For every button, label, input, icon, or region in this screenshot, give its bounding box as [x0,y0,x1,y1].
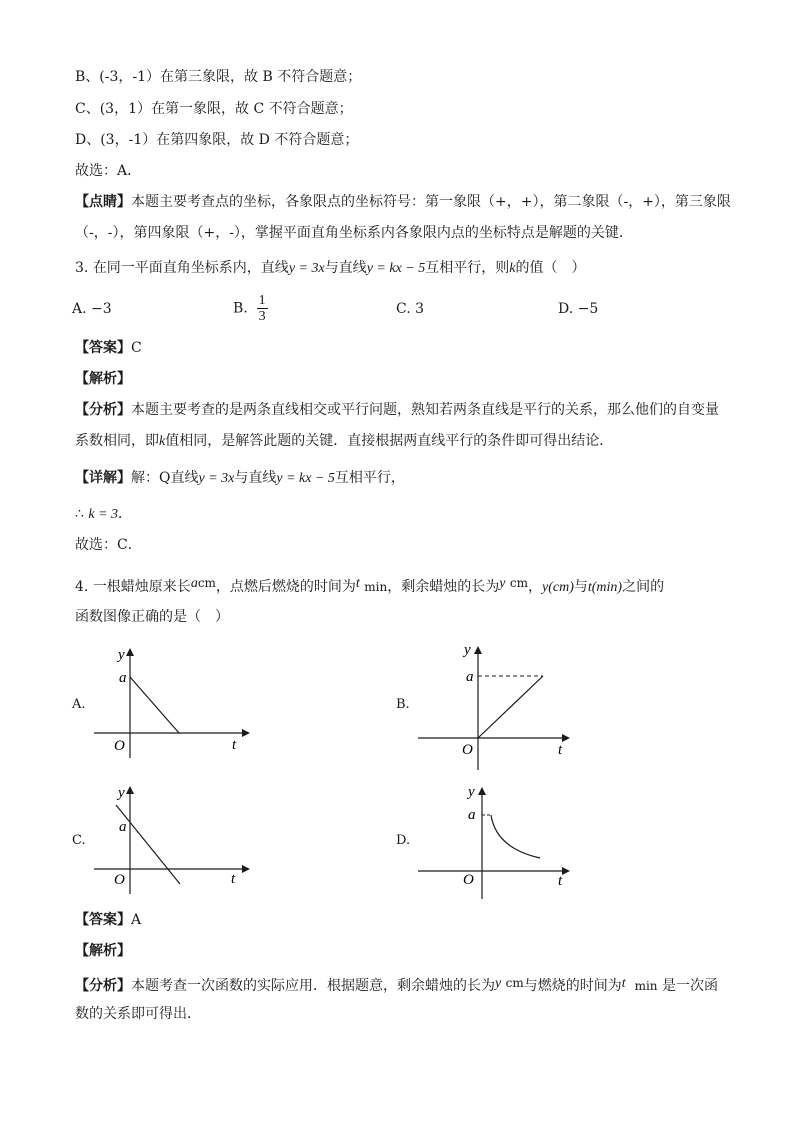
y-axis-label: y [464,642,471,658]
answer-value: A [131,912,142,928]
q3-stem-a: 在同一平面直角坐标系内，直线 [92,260,289,276]
graph-b-svg [416,634,586,774]
y-arrow-icon [474,646,482,654]
fenxi-tag: 【分析】 [75,978,131,994]
fenxi-t: t [621,976,626,991]
graph-d-svg [416,778,586,903]
t-axis-label: t [232,737,237,753]
comment-line-1 [75,193,731,211]
q3-eq2: y = kx − 5 [366,261,426,276]
option-value: 3 [415,301,425,317]
q4-fenxi-line-2: 数的关系即可得出． [75,1006,201,1022]
detail-d: 互相平行， [334,470,405,486]
comment-text-1: 本题主要考查点的坐标，各象限点的坐标符号：第一象限（+，+），第二象限（-，+），第三象限 [131,194,731,210]
solution-line-c: C、(3，1）在第一象限，故 C 不符合题意； [75,101,353,117]
graph-c-label: C. [72,833,86,848]
q3-number: 3. [75,260,89,276]
q3-stem [75,259,585,278]
a-label: a [468,807,476,823]
q3-k: k [509,261,516,276]
q4-tmin: t(min) [587,580,623,595]
detail-b: 直线 [170,470,199,486]
graph-c-svg [92,778,252,898]
graph-curve [491,815,540,858]
result-equation: k = 3 [88,507,119,522]
q4-t: t [355,576,360,591]
x-arrow-icon [562,867,570,875]
fenxi-text-1: 本题主要考查的是两条直线相交或平行问题，熟知若两条直线是平行的关系，那么他们的自变量 [131,402,719,418]
origin-label: O [114,872,125,888]
graph-a-svg [92,640,252,760]
q4-stem-e: 与 [573,579,588,595]
y-axis-label: y [118,647,125,663]
graph-c [92,778,252,898]
origin-label: O [462,742,473,758]
fenxi-text-1c: 是一次函 [661,978,718,994]
fraction [257,293,268,324]
detail-tag: 【详解】 [75,470,131,486]
fenxi-text-1a: 本题考查一次函数的实际应用．根据题意，剩余蜡烛的长为 [131,978,495,994]
analysis-tag: 【解析】 [75,371,131,387]
option-letter: C. [396,301,411,317]
graph-b [416,634,586,774]
q3-choice: 故选：C． [75,537,142,553]
q4-cm: cm [197,576,216,590]
q3-result [75,505,132,524]
graph-d [416,778,586,903]
q4-number: 4. [75,579,89,595]
q4-stem-f: 之间的 [622,579,665,595]
x-arrow-icon [242,865,250,873]
comment-tag: 【点睛】 [75,194,131,210]
y-axis-label: y [118,785,125,801]
q4-stem-a: 一根蜡烛原来长 [92,579,191,595]
therefore-symbol: ∴ [75,506,84,522]
solution-line-b: B、(-3，-1）在第三象限，故 B 不符合题意； [75,69,362,85]
y-arrow-icon [478,787,486,795]
fenxi-k: k [159,434,166,449]
q4-ycm: y(cm) [542,580,574,595]
q4-a: a [190,576,198,591]
answer-value: C [131,340,142,356]
graph-line [478,676,543,738]
q3-stem-c: 互相平行，则 [425,260,510,276]
q3-option-b [233,293,268,324]
fenxi-tag: 【分析】 [75,402,131,418]
y-axis-label: y [468,784,475,800]
fenxi-text-1b: 与燃烧的时间为 [523,978,622,994]
a-label: a [119,670,127,686]
fenxi-min: min [634,979,658,993]
q3-fenxi-line-1 [75,401,719,419]
q4-answer [75,911,141,929]
option-letter: D. [558,301,574,317]
q3-stem-d: 的值（ ） [515,260,586,276]
q3-option-d [558,301,598,317]
detail-eq1: y = 3x [198,471,235,486]
fenxi-text-2a: 系数相同，即 [75,433,159,449]
graph-a [92,640,252,760]
solution-choice: 故选：A． [75,163,142,179]
t-axis-label: t [231,871,236,887]
q4-stem-d: ， [528,579,542,595]
fenxi-y: y [495,976,502,991]
q4-stem-c: ，剩余蜡烛的长为 [387,579,500,595]
answer-tag: 【答案】 [75,340,131,356]
fenxi-cm: cm [505,976,524,990]
q3-analysis-tag [75,370,131,388]
comment-line-2: （-，-），第四象限（+，-），掌握平面直角坐标系内各象限内点的坐标特点是解题的关键． [75,225,633,241]
option-value: −5 [577,301,599,317]
option-value: −3 [91,301,112,317]
y-arrow-icon [126,786,134,794]
graph-line [116,805,180,884]
q3-option-a [72,301,112,317]
detail-c: 与直线 [234,470,277,486]
q4-stem-line-1 [75,574,664,597]
graph-d-label: D. [396,833,411,848]
answer-tag: 【答案】 [75,912,131,928]
because-symbol: Q [159,470,171,486]
origin-label: O [463,872,474,888]
option-letter: B. [233,300,248,317]
t-axis-label: t [558,873,563,889]
q3-option-c [396,301,424,317]
q4-min: min [364,580,388,594]
q4-analysis-tag [75,942,131,960]
solution-line-d: D、(3，-1）在第四象限，故 D 不符合题意； [75,132,359,148]
fraction-numerator: 1 [258,293,266,308]
fenxi-text-2b: 值相同，是解答此题的关键．直接根据两直线平行的条件即可得出结论． [165,433,614,449]
q3-answer [75,339,142,357]
x-arrow-icon [562,734,570,742]
a-label: a [466,669,474,685]
q4-stem-b: ，点燃后燃烧的时间为 [215,579,356,595]
q3-stem-b: 与直线 [324,260,367,276]
q4-cm2: cm [509,576,528,590]
q4-y: y [499,576,506,591]
q3-fenxi-line-2 [75,432,613,451]
y-arrow-icon [126,648,134,656]
analysis-tag: 【解析】 [75,943,131,959]
graph-a-label: A. [72,697,86,712]
q4-stem-line-2: 函数图像正确的是（ ） [75,609,229,625]
a-label: a [119,819,127,835]
x-arrow-icon [242,729,250,737]
t-axis-label: t [558,742,563,758]
detail-eq2: y = kx − 5 [276,471,335,486]
q3-eq1: y = 3x [288,261,325,276]
result-end: ． [118,506,133,522]
origin-label: O [114,738,125,754]
graph-b-label: B. [396,697,410,712]
option-letter: A. [72,301,87,317]
q3-detail [75,469,405,488]
q4-fenxi-line-1 [75,974,718,995]
detail-a: 解： [131,470,159,486]
graph-line [130,677,179,733]
fraction-denominator: 3 [258,309,266,324]
